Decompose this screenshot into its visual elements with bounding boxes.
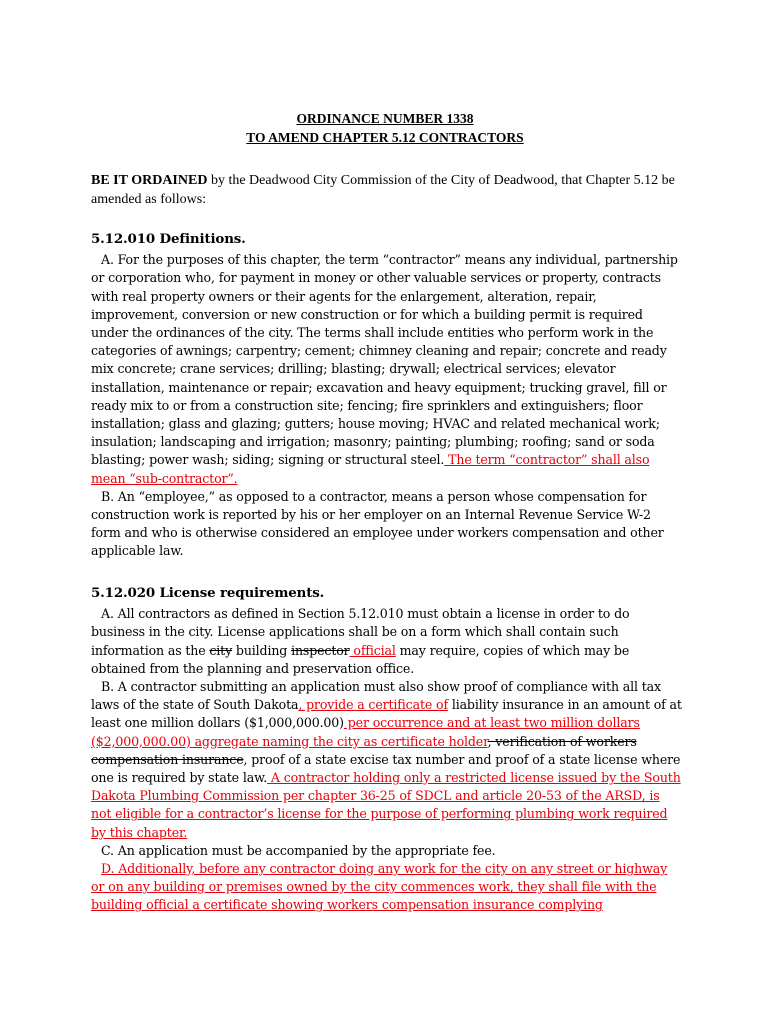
enacting-clause-bold: BE IT ORDAINED [91, 173, 208, 188]
paragraph-text: liability insurance in an amount of at least one million dollars ($1,000,000.00) [91, 697, 682, 731]
paragraph-b [91, 678, 683, 842]
paragraph-text: A. All contractors as defined in Section 5.12.010 must obtain a license in order to do business in the city. License applications shall be on a form which shall contain such information as the [91, 606, 630, 658]
ordinance-subject-title: TO AMEND CHAPTER 5.12 CONTRACTORS [246, 130, 524, 145]
paragraph-b [91, 488, 683, 561]
paragraph-text: C. An application must be accompanied by the appropriate fee. [101, 842, 496, 858]
inserted-text: A contractor holding only a restricted license issued by the South Dakota Plumbing Commission per chapter 36-25 of SDCL and article 20-53 of the ARSD, is not eligible for a contractor’s license for the purpose of performing plumbing work required by this chapter. [91, 770, 681, 840]
paragraph-text: B. A contractor submitting an application must also show proof of compliance with all tax laws of the state of South Dakota [91, 679, 661, 713]
inserted-text: per occurrence and at least two million dollars ($2,000,000.00) aggregate naming the city as certificate holder [91, 715, 640, 749]
paragraph-a [91, 605, 683, 678]
inserted-text: The term “contractor” shall also mean “sub-contractor”. [91, 452, 650, 486]
paragraph-text: B. An “employee,” as opposed to a contractor, means a person whose compensation for construction work is reported by his or her employer on an Internal Revenue Service W-2 form and who is otherwise considered an employee under workers compensation and other applicable law. [91, 488, 664, 559]
paragraph-text: , proof of a state excise tax number and proof of a state license where one is required by state law. [91, 751, 681, 786]
deleted-text: inspector [291, 642, 350, 658]
paragraph-text: A. For the purposes of this chapter, the term “contractor” means any individual, partnership or corporation who, for payment in money or other valuable services or property, contracts with real property owners or their agents for the enlargement, alteration, repair, improvement, conversion or new construction or for which a building permit is required under the ordinances of the city. The terms shall include entities who perform work in the categories of awnings; carpentry; cement; chimney cleaning and repair; concrete and ready mix concrete; crane services; drilling; blasting; drywall; electrical services; elevator installation, maintenance or repair; excavation and heavy equipment; trucking gravel, fill or ready mix to or from a construction site; fencing; fire sprinklers and extinguishers; floor installation; glass and glazing; gutters; house moving; HVAC and related mechanical work; insulation; landscaping and irrigation; masonry; painting; plumbing; roofing; sand or soda blasting; power wash; siding; signing or structural steel. [91, 252, 678, 468]
section-heading: 5.12.020 License requirements. [91, 585, 325, 601]
section-heading: 5.12.010 Definitions. [91, 231, 246, 247]
ordinance-number-title: ORDINANCE NUMBER 1338 [296, 111, 474, 126]
inserted-text: official [349, 642, 396, 658]
paragraph-d [91, 860, 683, 915]
paragraph-c [91, 842, 683, 860]
enacting-clause [91, 171, 681, 209]
deleted-text: city [209, 642, 233, 658]
inserted-text: D. Additionally, before any contractor doing any work for the city on any street or highway or on any building or premises owned by the city commences work, they shall file with the building official a certificate showing workers compensation insurance complying [91, 861, 668, 913]
enacting-clause-text: by the Deadwood City Commission of the City of Deadwood, that Chapter 5.12 be amended as follows: [91, 173, 675, 207]
deleted-text: , verification of workers compensation insurance [91, 733, 637, 767]
paragraph-text: may require, copies of which may be obtained from the planning and preservation office. [91, 642, 630, 676]
section-license-requirements [91, 584, 683, 915]
section-definitions [91, 230, 683, 561]
paragraph-text: building [232, 642, 292, 658]
paragraph-a [91, 251, 683, 488]
inserted-text: , provide a certificate of [298, 697, 448, 713]
